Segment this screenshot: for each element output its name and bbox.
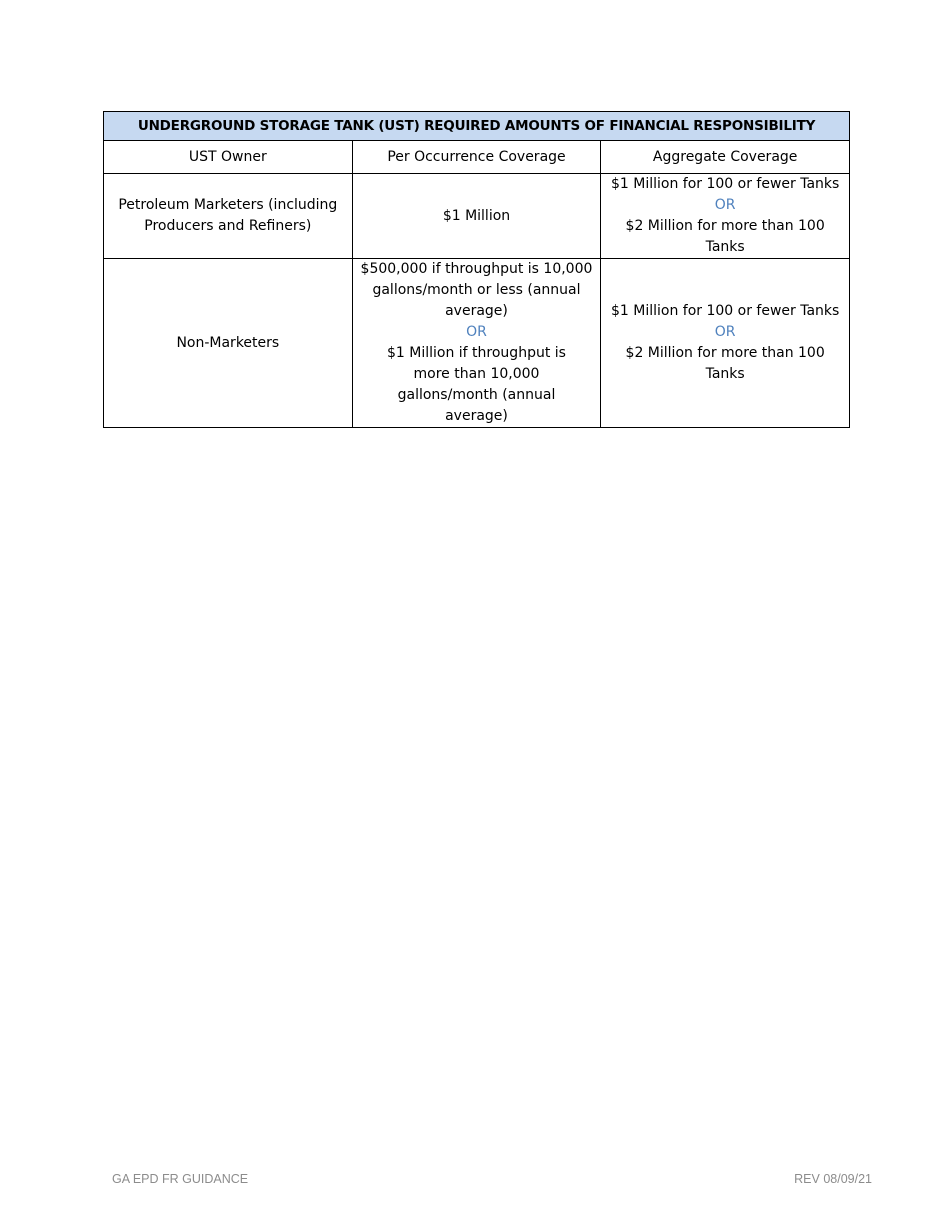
owner-cell: Non-Marketers	[104, 259, 353, 428]
aggregate-cell	[601, 174, 850, 259]
aggregate-option-2: $2 Million for more than 100 Tanks	[625, 218, 825, 255]
or-separator: OR	[714, 324, 736, 340]
financial-responsibility-table	[103, 111, 850, 428]
or-separator: OR	[466, 324, 487, 340]
aggregate-option-2: $2 Million for more than 100 Tanks	[625, 345, 825, 382]
or-separator: OR	[714, 197, 736, 213]
footer-revision-date: REV 08/09/21	[794, 1172, 872, 1186]
aggregate-option-1: $1 Million for 100 or fewer Tanks	[610, 303, 840, 319]
header-per-occurrence-coverage: Per Occurrence Coverage	[352, 141, 601, 174]
aggregate-cell	[601, 259, 850, 428]
per-occurrence-cell	[352, 259, 601, 428]
per-occurrence-cell	[352, 174, 601, 259]
per-occurrence-text: $1 Million	[442, 207, 511, 224]
table-row	[104, 174, 850, 259]
header-ust-owner: UST Owner	[104, 141, 353, 174]
aggregate-option-1: $1 Million for 100 or fewer Tanks	[610, 176, 840, 192]
footer-document-title: GA EPD FR GUIDANCE	[112, 1172, 249, 1186]
owner-cell: Petroleum Marketers (including Producers and Refiners)	[104, 174, 353, 259]
per-occurrence-option-2: $1 Million if throughput is more than 10,000 gallons/month (annual average)	[387, 345, 566, 424]
table-header-row	[104, 141, 850, 174]
table-title: UNDERGROUND STORAGE TANK (UST) REQUIRED AMOUNTS OF FINANCIAL RESPONSIBILITY	[104, 112, 850, 141]
table-row	[104, 259, 850, 428]
header-aggregate-coverage: Aggregate Coverage	[601, 141, 850, 174]
per-occurrence-option-1: $500,000 if throughput is 10,000 gallons/month or less (annual average)	[360, 261, 593, 319]
